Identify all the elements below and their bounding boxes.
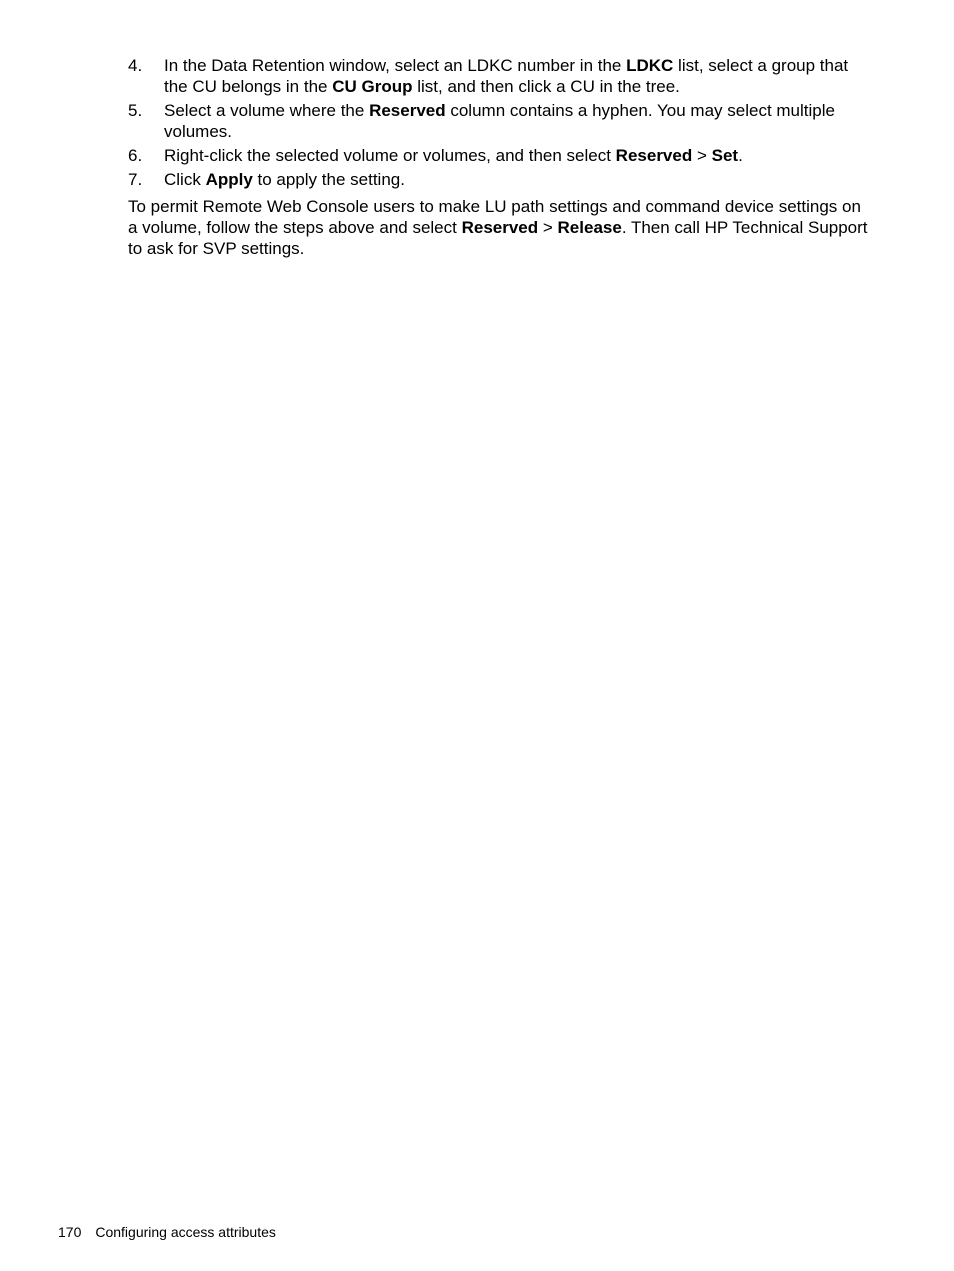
page-footer [58,1223,276,1241]
step-5 [128,100,870,142]
step-text: list, select a group that the CU belongs in the [164,56,849,96]
ui-term-reserved: Reserved [461,218,539,237]
body-paragraph [128,196,870,259]
step-text: In the Data Retention window, select an LDKC number in the [164,56,627,75]
step-6 [128,145,870,166]
page-number: 170 [58,1224,82,1240]
paragraph-text: . Then call HP Technical Support to ask for SVP settings. [128,218,868,258]
page-content [128,55,870,259]
step-4 [128,55,870,97]
step-number: 5. [128,101,143,120]
ui-term-cu-group: CU Group [332,77,413,96]
step-number: 7. [128,170,143,189]
step-text: > [692,146,712,165]
step-number: 4. [128,56,143,75]
paragraph-text: To permit Remote Web Console users to make LU path settings and command device settings on a volume, follow the steps above and select [128,197,861,237]
step-text: to apply the setting. [252,170,405,189]
ui-term-apply: Apply [205,170,253,189]
step-7 [128,169,870,190]
step-text: Right-click the selected volume or volumes, and then select [164,146,616,165]
ui-term-set: Set [711,146,739,165]
ui-term-ldkc: LDKC [626,56,674,75]
ui-term-release: Release [557,218,622,237]
step-text: list, and then click a CU in the tree. [412,77,680,96]
step-text: Click [164,170,206,189]
step-text: Select a volume where the [164,101,370,120]
section-title: Configuring access attributes [95,1224,276,1240]
step-text: column contains a hyphen. You may select multiple volumes. [164,101,835,141]
procedure-steps [128,55,870,190]
step-text: . [738,146,743,165]
ui-term-reserved: Reserved [615,146,693,165]
paragraph-text: > [538,218,558,237]
ui-term-reserved: Reserved [369,101,446,120]
step-number: 6. [128,146,143,165]
